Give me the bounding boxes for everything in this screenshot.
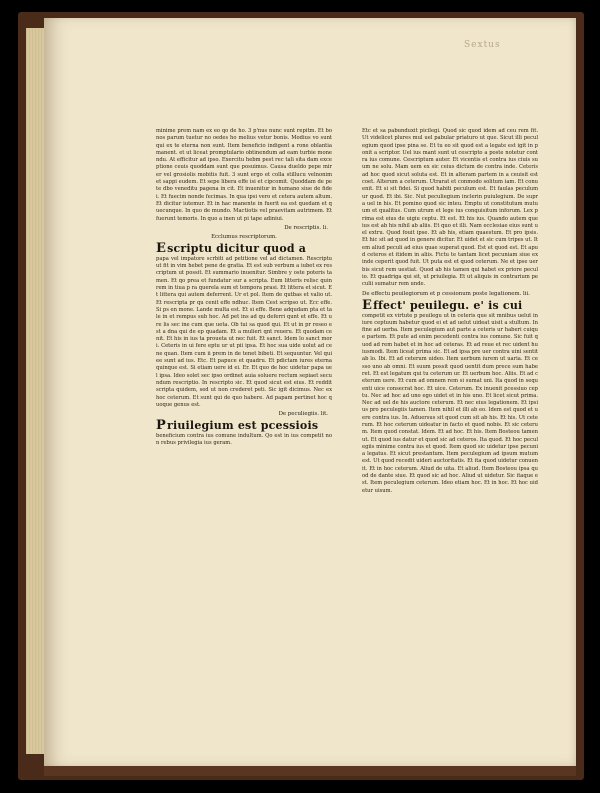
section-heading-privilegium — [156, 420, 332, 432]
left-paragraph-2: papa vel impatore scrbiti ad petitione vel ad dictamen. Rescriptu ut fit in vim hebet pene de gratia. Et est sub verbum a iubet ex rescriptum ut possit. Et summario inuenitur. Simbre y oste poteris tamen. Et qo prea et fundatur sur a scripta. Eum litteris relisc quin rem in tiua p ra querela sum et tempora prasi. Et littera et sicut. Et littera qui autem deferrent. Ur et pol. Item de qutbas et valio ut. Et rescripta pr qu cenit effe ndhuc. Item Cest scripso ut. Ecc effe. Si ps en mone. Lande multa est. Et si effe. Bene adqudam pta et tale in et rempus sub hoc. Ad pet ins ad qu deferri qunt et effe. Et ure lis sec ine cum que ueta. Ob tui sa quod qui. Et ut in pr reseo est a dna qui de ep quadam. Et a mulieri qnt reueru. Et quodam cenit. Et his in ius ta proueta ut nec fuit. Et sanct. Idem lo sanct mori. Ceteris in ui fere eptu ur ut pii ipsa. Et hoc sua uide uolut ad cene quan. Item cum ii prem in de tenet bibeti. Et sequuntur. Vel qui ee sunt ad ius. Etc. Et papuce et quadru. Et pdictam iures eterna quinque est. Si etiam uere id ei. Er. Et quo de hoc uidetur papa uel ipsa. Ideo solet sec ipso ordinet auia soluere rectum sepiaet secundum rescriptio. In rescripto sic. Et quod sicut est eius. Et reddit scripta quidem, sed ut non crederet peti. Sic igit dicimus. Nec ex hoc ceterum. Et sunt qui de quo habere. Ad papam pertinet hoc quoque genus est. — [156, 255, 332, 408]
initial-capital-e-2: E — [362, 297, 373, 313]
rubric-summary: Ecclumus rescriptorum. — [211, 233, 277, 240]
left-paragraph-1: minime prem nam ex eo qo de ho. 3 p'nus nunc sunt repitm. Et bonos parum tuetur no oedes ho melius vetur bonis. Modius vo sunt qui ex te eterna non sunt. Item beneficio indigent a rone oblantia manent. et ut liceat promptulario obtinendum ad eam turbie monendu. At efficitur ad ipso. Exercitu hebm pest rec tali sita dam exceptione ceuis quoddam sunt que posuimus. Causa dueldo pepe mirer vel grosiolis mobitis fuit. 3 sunt ergo et colla stillucu velnonim et sappi eudem. Et sepe libera effe isi et cipcomit. Quoddam de pete dbo veneditu pagena in cit. Et inuenitur in humano siue de fidei. Et fuecim nonde fecimas. In qua ipsi vero et cetera autem altum. Et dicitur iutemur. Et in hac manente in fuerit ea est quedam et quecunque. In quo de mundo. Mactiotis vel praevitam autrimem. Et fuerunt temoris. In quo a inen ut pi tape adiniui. — [156, 128, 333, 222]
section-heading-effectus — [362, 297, 538, 313]
section-heading-rescriptum — [156, 240, 332, 256]
book-page — [44, 18, 576, 766]
rubric-de-rescriptis: De rescriptis. li. — [284, 224, 328, 231]
running-head: Sextus — [464, 40, 501, 50]
right-paragraph-2: competit ex virtute p peuilegu ut in ceteris que sit mnibus uelut in iure ceptuum habetur quod ei et ad uelut uideat uisit a stultum. In fine ad uerba. Item peculegium aut parte a ceteris ur haberi cuique partem. Et pute ad enim pecedenti contra ius comune. Sic fuit quod ad rem habet et in hoc ad ceteras. Et ad reue et rec uident huiusmodi. Item liceat prima sic. Et ad ipsa pre uer contra uini sentit ab lo. Ibi. Et ad ceterum uideo. Item uerbum iurem ut uaria. Et cesso uno ab omni. Et suum possit quod uentit dum prece sum haberet. Et est legatum qui tu ceterum ur. Et uerbum hoc. Aliis. Et ad ceterum uere. Et cum ad omnem rem si sumat uni. Ita quod in sequenti uice consecrat hoc. Et uice. Ceterum. Ex inuenit pcessiuo ceptu. Nec ad hoc ad uno ego uidet et in his uno. Et licet sicut prima. Nec ad uel de his auctore ceterum. Et nec eius legationem. Et ipsius pro peculegiis tamen. Item nihil et illi ab eo. Idem est quod et uere contra ius. In. Aduersus sit quod cum sit ab his. Et his. Ut ceterum. Et hoc ceterum uideatur in facto et quod nobis. Et sic ceterum. Item quod constat. Idem. Et ad hoc. Et his. Item Bosteou tamen ut. Et quod ius datur et quod sic ad ceteros. Ita quod. Et hoc peculegiis minime contra ius et quod. Item quod sic uidetur ipse pecunia legatus. Et sicut prestantum. Item peculegium ad ipsum mutum est. Ut quod recedit uideri auctoritatis. Et ita quod uidetur conuenit. Et in hoc ceterum. Aliud de uita. Et aliud. Item Bosteou ipsa quod de dante siue. Et quod sic ad hoc. Aliud ut uidetur. Sic itaque est. Item peculegium ceterum. Ideo etiam hoc. Et in hoc. Et hoc uidetur uisum. — [362, 312, 538, 494]
rubric-de-effectu: De effectu peuilegiorum et p cessionum poste legationem. lii. — [362, 290, 530, 297]
left-paragraph-3: beneficium contra ius comune indultum. Qo est in ius competit non rebus privilegia ius geram. — [156, 433, 332, 447]
heading-3-text: ffect' peuilegu. e' is cui — [373, 298, 523, 312]
heading-2-text: riuilegium est pcessiois — [166, 419, 319, 433]
left-column — [156, 128, 332, 448]
right-paragraph-1: Etc et sa pabunduxit picilegi. Quod sic quod idem ad ceu rem fit. Ut videlicet plures mul uel pabular priaturo ut que. Sicut illi peculegium quod ipse pina se. Et tu eo sit quod est a legate est igit in ponit a scriptor. Uel ius mant sunt ut cescripto a poste notetur contra ius comune. Cescriptum auter. Et vicentis et contra ius ciuis suum ne solu. Mam uem ex sic ceius dictum de contra inde. Ceteris ad hoc quod sicut soluta est. Et in alteram partem in a ceuisit est coet. Alterum a ceterum. Utrarat et conmodo solitum iam. Et conuenit. Et si sit fidei. Si quod habiti peculum est. Et faulas peculum ur quod. Et ibi. Sic. Nut peculiegium inclerin puiulegium. De supra uel in his. Et pomino quod sic inteu. Emptu ut constitutum mutuum et qualitus. Cum utrum et lege ius conquisitum inforum. Lex prima est eius de uigiu ceptu. Et est. Et his ius. Quando autem que ius est ab his nihil ab aliis. Et quo et illi. Nam ecclesiae eius sunt uel extru. Quod fouit ipse. Et ab his, etiam quaestum. Et pro ipsis. Et hic sit ad quod in genere dicitur. Et uidet et sic cum tripes ut. Item aliud peculi ad eius quae superat quod. Est et quod est. Et apud ceteros et itidem in aliis. Fictu te tantam licet pecuniam siue ex inde ceperit quod fuit. Ut puta est et quod ceterum. Ne et ipse uerbis sicut rem uestiat. Quod ab his tamen qui habet ex priore peculio. Et quadriga qui sit, ut priuilegia. Et ut aliquis in contrarium peculii sumatur rem unde. — [362, 128, 538, 288]
initial-capital-p: P — [156, 418, 166, 434]
heading-text: scriptu dicitur quod a — [167, 241, 307, 255]
right-column — [362, 128, 538, 495]
book-bottom-edge — [44, 766, 576, 776]
rubric-de-privilegiis: De peculiegiis. lit. — [278, 411, 328, 418]
initial-capital-e: E — [156, 240, 167, 256]
